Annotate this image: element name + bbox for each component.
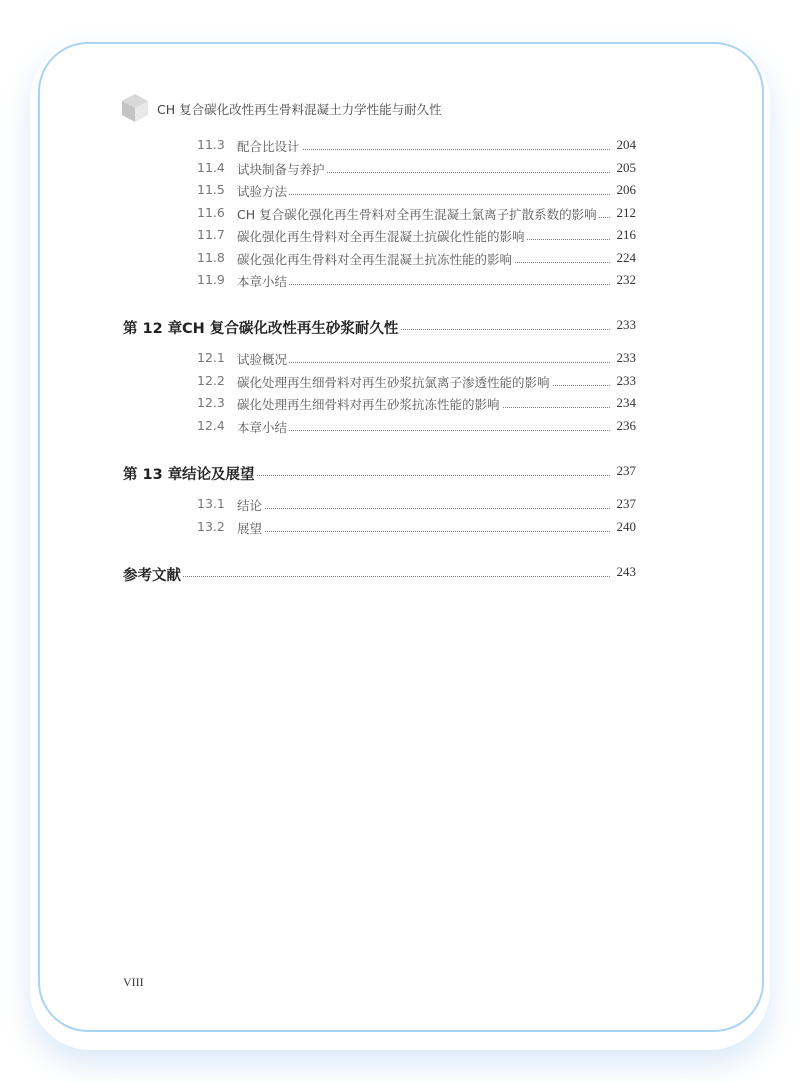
toc-page: 234 — [616, 395, 636, 410]
dot-leader — [237, 362, 610, 363]
toc-num: 12.4 — [197, 418, 225, 433]
toc-num: 11.3 — [197, 137, 225, 152]
toc-title: 试验方法 — [237, 184, 288, 199]
toc-num: 11.9 — [197, 272, 225, 287]
toc-chapter[interactable] — [0, 317, 636, 335]
toc-title: 试块制备与养护 — [237, 162, 325, 177]
toc-entry[interactable] — [0, 250, 636, 268]
chapter-num: 第 13 章 — [123, 467, 183, 483]
toc-entry[interactable] — [0, 350, 636, 368]
toc-page: 216 — [616, 227, 636, 242]
references-title: 参考文献 — [123, 564, 183, 585]
toc-page: 233 — [616, 373, 636, 388]
toc-page: 233 — [616, 350, 636, 365]
dot-leader — [237, 531, 610, 532]
toc-entry[interactable] — [0, 395, 636, 413]
toc-page: 224 — [616, 250, 636, 265]
dot-leader — [237, 508, 610, 509]
page-number: VIII — [123, 975, 144, 989]
chapter-title: 结论及展望 — [182, 463, 257, 484]
toc-title: 碳化强化再生骨料对全再生混凝土抗碳化性能的影响 — [237, 229, 525, 244]
toc-entry[interactable] — [0, 205, 636, 223]
toc-num: 11.7 — [197, 227, 225, 242]
toc-page: 240 — [616, 519, 636, 534]
toc-title: 配合比设计 — [237, 139, 300, 154]
toc-title: CH 复合碳化强化再生骨料对全再生混凝土氯离子扩散系数的影响 — [237, 207, 597, 222]
toc-entry[interactable] — [0, 227, 636, 245]
toc-entry[interactable] — [0, 519, 636, 537]
toc-entry[interactable] — [0, 160, 636, 178]
toc-page: 212 — [616, 205, 636, 220]
dot-leader — [123, 576, 610, 577]
toc-page: 206 — [616, 182, 636, 197]
toc-entry[interactable] — [0, 272, 636, 290]
toc-references[interactable] — [0, 564, 636, 582]
toc-title: 碳化处理再生细骨料对再生砂浆抗冻性能的影响 — [237, 397, 500, 412]
toc-entry[interactable] — [0, 496, 636, 514]
toc-num: 12.1 — [197, 350, 225, 365]
toc-page: 204 — [616, 137, 636, 152]
toc-title: 碳化强化再生骨料对全再生混凝土抗冻性能的影响 — [237, 252, 513, 267]
toc-num: 12.3 — [197, 395, 225, 410]
toc-page: 243 — [616, 564, 636, 579]
toc-entry[interactable] — [0, 373, 636, 391]
toc-num: 11.4 — [197, 160, 225, 175]
dot-leader — [237, 194, 610, 195]
toc-page: 237 — [616, 496, 636, 511]
toc-title: 展望 — [237, 521, 263, 536]
toc-entry[interactable] — [0, 182, 636, 200]
toc-title: 本章小结 — [237, 420, 288, 435]
toc-title: 本章小结 — [237, 274, 288, 289]
toc-page: 237 — [616, 463, 636, 478]
toc-num: 11.8 — [197, 250, 225, 265]
toc-num: 13.1 — [197, 496, 225, 511]
running-header: CH 复合碳化改性再生骨料混凝土力学性能与耐久性 — [157, 102, 442, 117]
toc-page: 205 — [616, 160, 636, 175]
toc-num: 11.6 — [197, 205, 225, 220]
toc-chapter[interactable] — [0, 463, 636, 481]
toc-title: 碳化处理再生细骨料对再生砂浆抗氯离子渗透性能的影响 — [237, 375, 550, 390]
cube-logo-icon — [120, 92, 150, 124]
toc-entry[interactable] — [0, 137, 636, 155]
toc-page: 233 — [616, 317, 636, 332]
chapter-num: 第 12 章 — [123, 321, 183, 337]
dot-leader — [237, 430, 610, 431]
toc-num: 12.2 — [197, 373, 225, 388]
toc-title: 试验概况 — [237, 352, 288, 367]
chapter-title: CH 复合碳化改性再生砂浆耐久性 — [182, 317, 400, 338]
toc-num: 13.2 — [197, 519, 225, 534]
toc-entry[interactable] — [0, 418, 636, 436]
toc-title: 结论 — [237, 498, 263, 513]
toc-page: 232 — [616, 272, 636, 287]
toc-page: 236 — [616, 418, 636, 433]
dot-leader — [237, 284, 610, 285]
toc-num: 11.5 — [197, 182, 225, 197]
